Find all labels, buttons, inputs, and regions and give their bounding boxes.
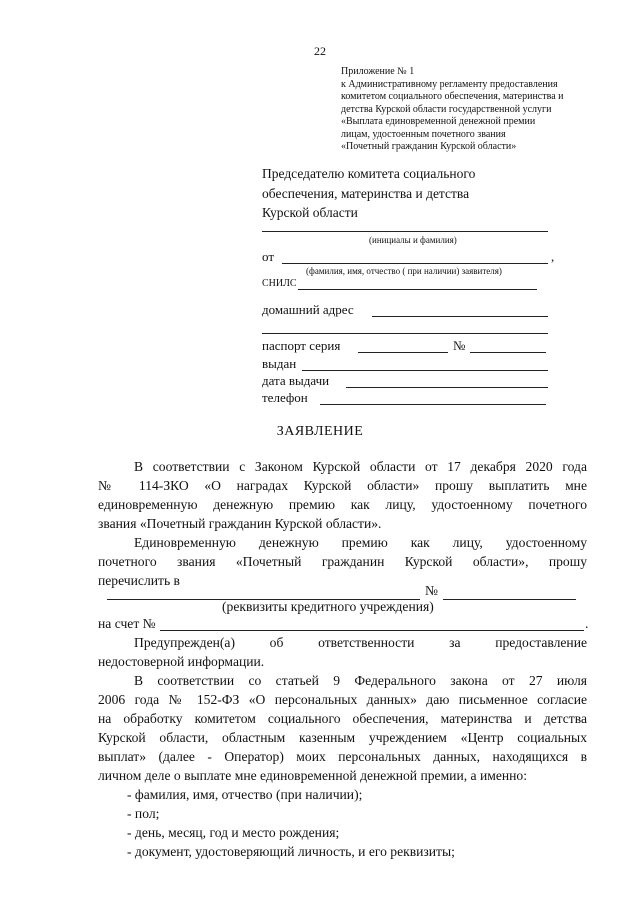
paragraph-line: выплат» (далее - Оператор) моих персональных данных, находящихся в — [98, 749, 587, 764]
list-item: - пол; — [127, 806, 160, 821]
list-item: - день, месяц, год и место рождения; — [127, 825, 340, 840]
home-address-label: домашний адрес — [262, 302, 354, 317]
document-title: ЗАЯВЛЕНИЕ — [276, 424, 364, 439]
paragraph-line: на обработку комитетом социального обеспечения, материнства и детства — [98, 711, 587, 726]
from-comma: , — [551, 249, 555, 264]
passport-number-label: № — [453, 338, 466, 353]
bank-number-label: № — [425, 583, 438, 598]
initials-caption: (инициалы и фамилия) — [369, 235, 457, 245]
appendix-line: «Выплата единовременной денежной премии — [341, 116, 536, 127]
bank-number-line[interactable] — [443, 599, 576, 600]
home-address-line[interactable] — [372, 316, 548, 317]
issue-date-line[interactable] — [346, 387, 548, 388]
addressee — [262, 164, 475, 223]
home-address-line-2[interactable] — [262, 333, 548, 334]
paragraph-line: 2006 года № 152-ФЗ «О персональных данных» даю письменное согласие — [98, 692, 587, 707]
list-item: - фамилия, имя, отчество (при наличии); — [127, 787, 363, 802]
issued-line[interactable] — [302, 370, 548, 371]
addressee-line: обеспечения, материнства и детства — [262, 185, 470, 201]
snils-label: СНИЛС — [262, 278, 297, 289]
issued-label: выдан — [262, 356, 297, 371]
addressee-line: Курской области — [262, 205, 358, 220]
appendix-line: Приложение № 1 — [341, 66, 415, 77]
paragraph-line: единовременную денежную премию как лицу, удостоенному почетного — [98, 497, 587, 512]
phone-line[interactable] — [320, 404, 546, 405]
from-label: от — [262, 249, 275, 264]
paragraph-line: В соответствии с Законом Курской области от 17 декабря 2020 года — [134, 459, 587, 474]
account-end: . — [585, 616, 589, 631]
issue-date-label: дата выдачи — [262, 373, 330, 388]
paragraph-line: перечислить в — [98, 573, 180, 588]
passport-number-line[interactable] — [470, 352, 546, 353]
account-label: на счет № — [98, 616, 156, 631]
appendix-line: лицам, удостоенным почетного звания — [341, 128, 506, 140]
personal-data-list — [127, 785, 455, 861]
paragraph-law-reference — [98, 457, 587, 533]
paragraph-line: Предупрежден(а) об ответственности за предоставление — [134, 635, 587, 650]
phone-label: телефон — [262, 390, 308, 405]
paragraph-line: почетного звания «Почетный гражданин Курской области», прошу — [98, 554, 587, 569]
paragraph-line: № 114-ЗКО «О наградах Курской области» прошу выплатить мне — [98, 478, 587, 493]
addressee-line: Председателю комитета социального — [262, 166, 476, 181]
passport-series-label: паспорт серия — [262, 338, 341, 353]
paragraph-line: звания «Почетный гражданин Курской области». — [98, 516, 382, 531]
paragraph-line: В соответствии со статьей 9 Федерального закона от 27 июля — [134, 673, 587, 688]
page-number: 22 — [314, 44, 326, 58]
passport-series-line[interactable] — [358, 352, 448, 353]
snils-line[interactable] — [298, 289, 537, 290]
appendix-line: «Почетный гражданин Курской области» — [341, 141, 517, 152]
appendix-line: к Административному регламенту предоставления — [341, 78, 558, 90]
bank-details-caption: (реквизиты кредитного учреждения) — [222, 599, 434, 614]
appendix-header — [341, 66, 563, 154]
from-line[interactable] — [282, 263, 548, 264]
paragraph-line: Курской области, областным казенным учреждением «Центр социальных — [98, 730, 587, 745]
appendix-line: комитетом социального обеспечения, материнства и — [341, 91, 564, 102]
list-item: - документ, удостоверяющий личность, и его реквизиты; — [127, 844, 455, 859]
account-line[interactable] — [160, 630, 584, 631]
paragraph-liability-warning — [98, 633, 587, 671]
paragraph-line: Единовременную денежную премию как лицу, удостоенному — [134, 535, 587, 550]
paragraph-personal-data-consent — [98, 671, 587, 785]
initials-line[interactable] — [262, 231, 548, 232]
paragraph-transfer-request — [98, 533, 587, 590]
paragraph-line: недостоверной информации. — [98, 654, 265, 669]
appendix-line: детства Курской области государственной услуги — [341, 103, 552, 115]
paragraph-line: личном деле о выплате мне единовременной денежной премии, а именно: — [98, 768, 527, 783]
fio-caption: (фамилия, имя, отчество ( при наличии) заявителя) — [306, 266, 502, 276]
